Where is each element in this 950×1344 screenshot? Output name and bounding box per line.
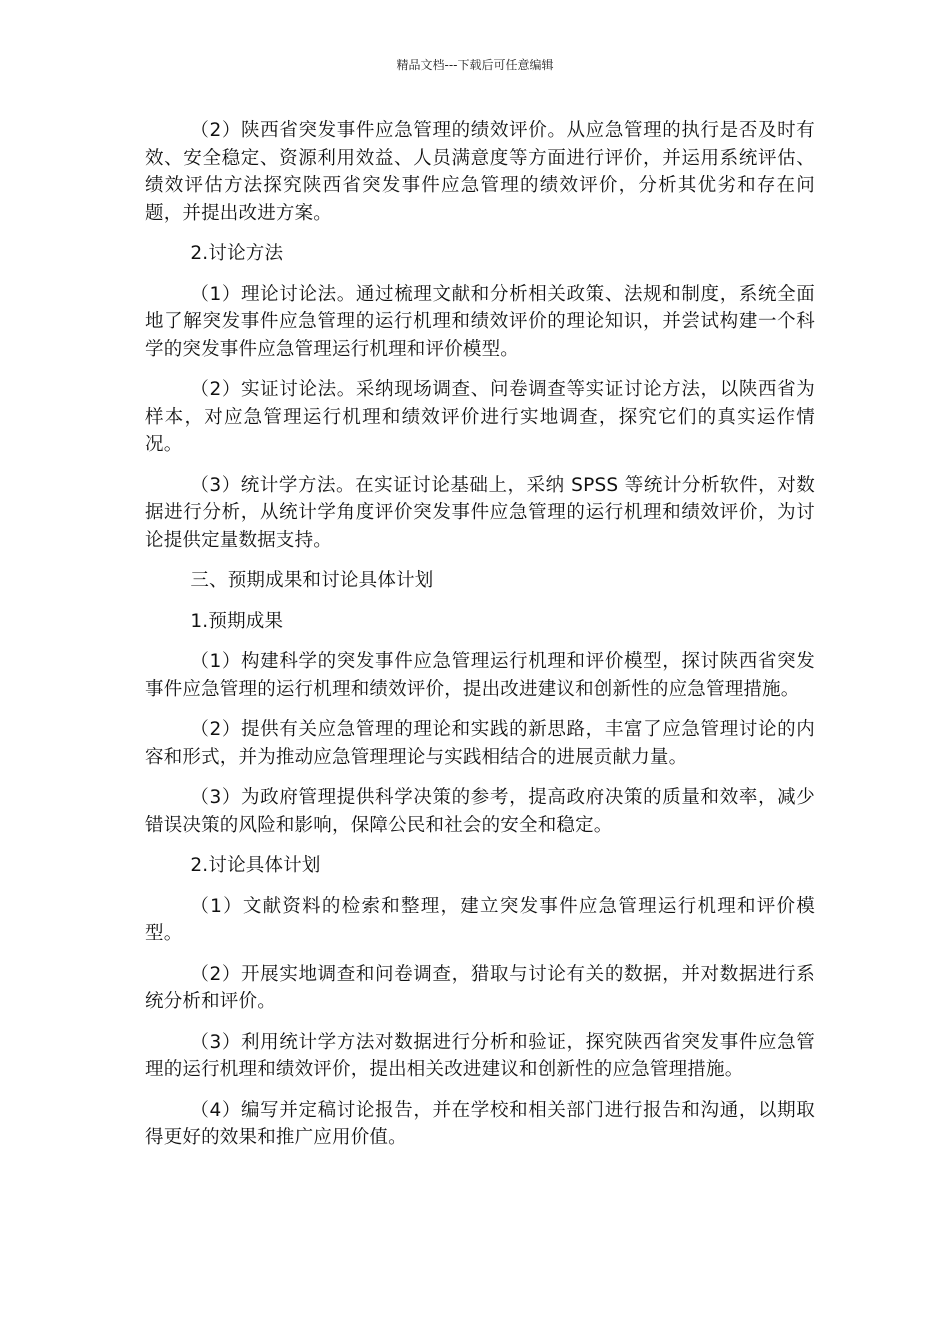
paragraph-plan-4: （4）编写并定稿讨论报告，并在学校和相关部门进行报告和沟通，以期取得更好的效果和推广应用价值。 bbox=[145, 1099, 815, 1148]
paragraph-result-1: （1）构建科学的突发事件应急管理运行机理和评价模型，探讨陕西省突发事件应急管理的运行机理和绩效评价，提出改进建议和创新性的应急管理措施。 bbox=[145, 651, 815, 700]
section-heading-research-methods: 2.讨论方法 bbox=[190, 243, 284, 264]
section-heading-expected-results-plan: 三、预期成果和讨论具体计划 bbox=[190, 570, 434, 591]
paragraph-result-2: （2）提供有关应急管理的理论和实践的新思路，丰富了应急管理讨论的内容和形式，并为推动应急管理理论与实践相结合的进展贡献力量。 bbox=[145, 719, 815, 768]
paragraph-shaanxi-performance-evaluation: （2）陕西省突发事件应急管理的绩效评价。从应急管理的执行是否及时有效、安全稳定、资源利用效益、人员满意度等方面进行评价，并运用系统评估、绩效评估方法探究陕西省突发事件应急管理的绩效评价，分析其优劣和存在问题，并提出改进方案。 bbox=[145, 120, 815, 224]
page-header: 精品文档---下载后可任意编辑 bbox=[396, 58, 554, 72]
paragraph-result-3: （3）为政府管理提供科学决策的参考，提高政府决策的质量和效率，减少错误决策的风险和影响，保障公民和社会的安全和稳定。 bbox=[145, 787, 815, 836]
paragraph-statistics-method: （3）统计学方法。在实证讨论基础上，采纳 SPSS 等统计分析软件，对数据进行分析，从统计学角度评价突发事件应急管理的运行机理和绩效评价，为讨论提供定量数据支持。 bbox=[145, 474, 815, 551]
paragraph-plan-2: （2）开展实地调查和问卷调查，猎取与讨论有关的数据，并对数据进行系统分析和评价。 bbox=[145, 963, 815, 1012]
section-heading-detailed-plan: 2.讨论具体计划 bbox=[190, 855, 321, 876]
paragraph-plan-3: （3）利用统计学方法对数据进行分析和验证，探究陕西省突发事件应急管理的运行机理和绩效评价，提出相关改进建议和创新性的应急管理措施。 bbox=[145, 1031, 815, 1080]
paragraph-empirical-method: （2）实证讨论法。采纳现场调查、问卷调查等实证讨论方法，以陕西省为样本，对应急管理运行机理和绩效评价进行实地调查，探究它们的真实运作情况。 bbox=[145, 379, 815, 455]
section-heading-expected-results: 1.预期成果 bbox=[190, 610, 284, 632]
paragraph-theory-method: （1）理论讨论法。通过梳理文献和分析相关政策、法规和制度，系统全面地了解突发事件应急管理的运行机理和绩效评价的理论知识，并尝试构建一个科学的突发事件应急管理运行机理和评价模型。 bbox=[145, 283, 815, 360]
document-body bbox=[145, 117, 815, 1165]
paragraph-plan-1: （1）文献资料的检索和整理，建立突发事件应急管理运行机理和评价模型。 bbox=[145, 895, 815, 944]
